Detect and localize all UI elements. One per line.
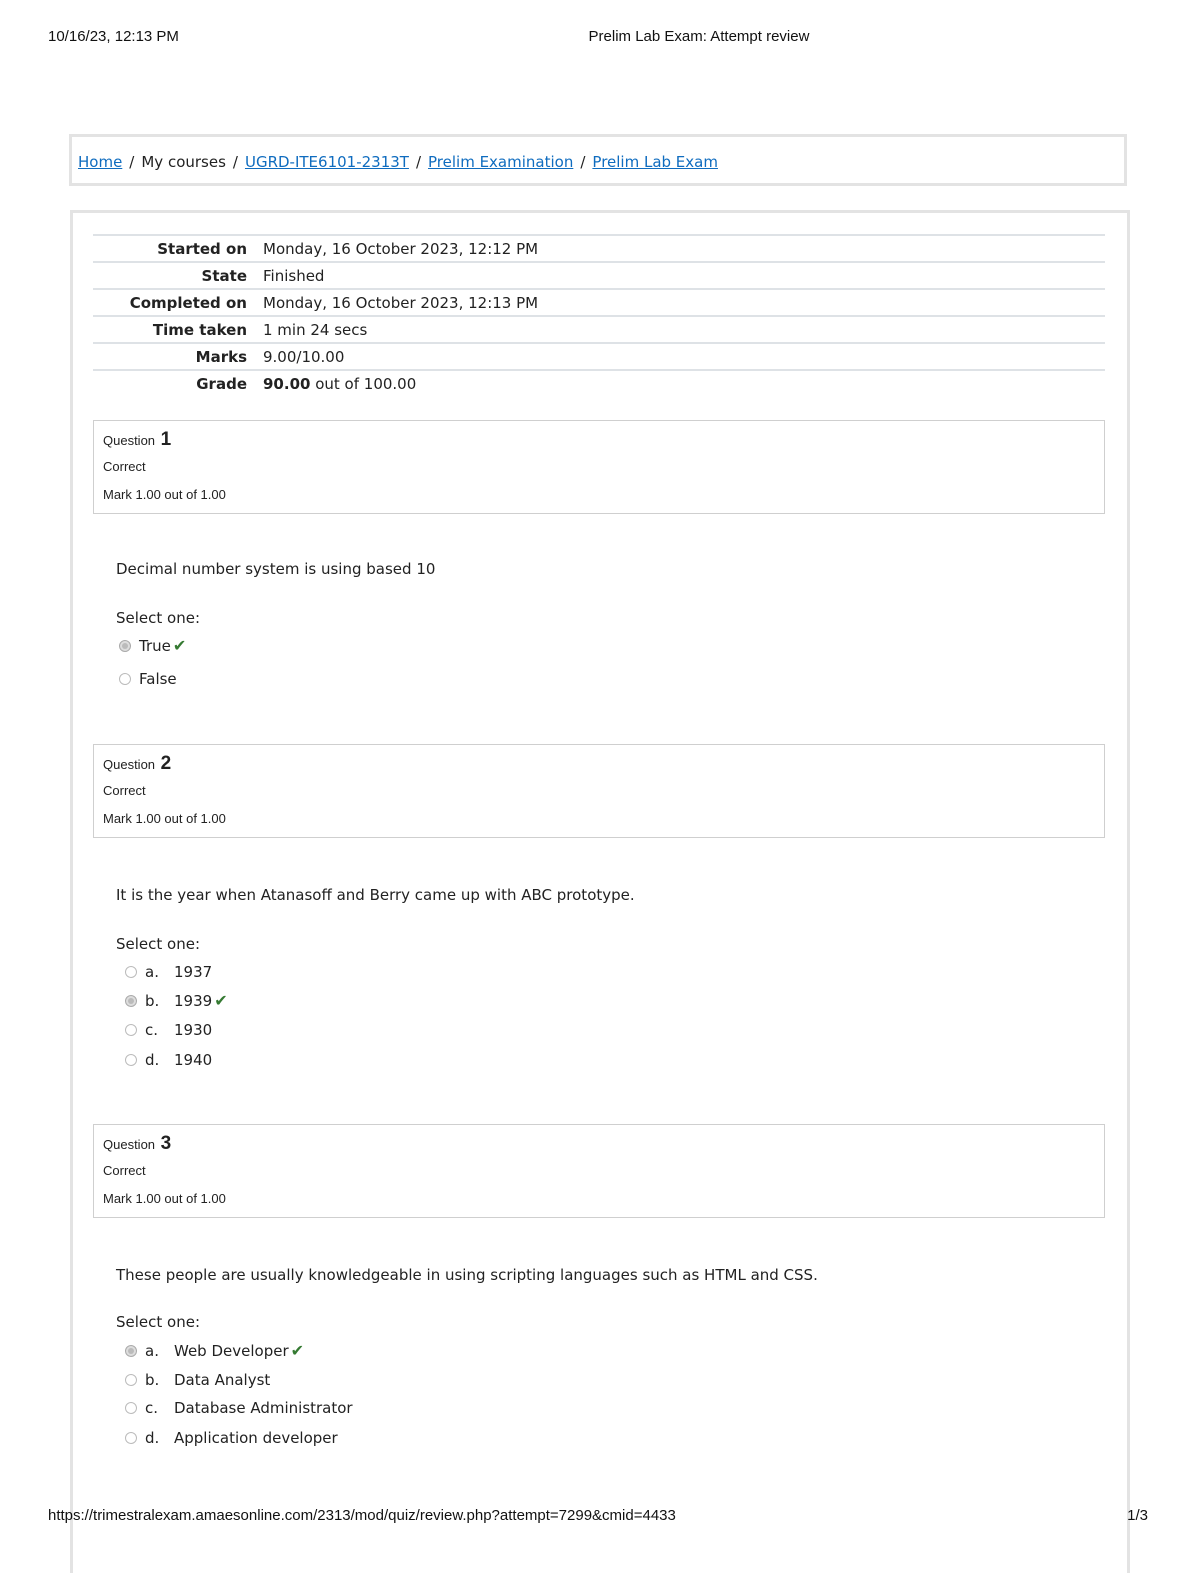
check-icon: ✔ (290, 1341, 305, 1360)
question-mark: Mark 1.00 out of 1.00 (103, 1191, 226, 1206)
radio-icon[interactable] (125, 1024, 137, 1036)
radio-icon[interactable] (125, 1402, 137, 1414)
question-info-3 (93, 1124, 1105, 1218)
summary-row-state (93, 262, 1105, 289)
answer-option-d[interactable] (125, 1051, 212, 1073)
breadcrumb-home-link[interactable]: Home (78, 153, 123, 171)
print-page-title: Prelim Lab Exam: Attempt review (588, 28, 810, 45)
summary-row-started (93, 235, 1105, 262)
summary-value: 9.00/10.00 (263, 343, 1105, 370)
summary-value (263, 370, 1105, 397)
summary-label: Started on (93, 235, 263, 262)
answer-option-a[interactable] (125, 1341, 304, 1363)
question-state: Correct (103, 783, 146, 798)
attempt-summary-table (93, 234, 1105, 397)
question-prefix: Question (103, 433, 156, 448)
radio-icon[interactable] (125, 995, 137, 1007)
question-prefix: Question (103, 757, 156, 772)
question-mark: Mark 1.00 out of 1.00 (103, 811, 226, 826)
radio-icon[interactable] (125, 1054, 137, 1066)
question-mark: Mark 1.00 out of 1.00 (103, 487, 226, 502)
breadcrumb-separator: / (232, 153, 238, 171)
print-url: https://trimestralexam.amaesonline.com/2313/mod/quiz/review.php?attempt=7299&cmid=4433 (48, 1507, 676, 1524)
answer-option-c[interactable] (125, 1021, 212, 1043)
radio-icon[interactable] (119, 673, 131, 685)
question-state: Correct (103, 1163, 146, 1178)
grade-out-of: out of 100.00 (310, 375, 417, 393)
question-number (103, 1133, 171, 1155)
breadcrumb-section-link[interactable]: Prelim Examination (428, 153, 574, 171)
question-number (103, 753, 171, 775)
answer-label: Application developer (174, 1429, 338, 1447)
radio-icon[interactable] (125, 1345, 137, 1357)
answer-label: False (139, 670, 177, 688)
summary-value: 1 min 24 secs (263, 316, 1105, 343)
answer-option-a[interactable] (125, 963, 212, 985)
answer-letter: d. (145, 1429, 160, 1447)
breadcrumb-separator: / (580, 153, 586, 171)
question-text: Decimal number system is using based 10 (116, 560, 436, 578)
breadcrumb-container (69, 134, 1127, 186)
radio-icon[interactable] (125, 1374, 137, 1386)
answer-letter: a. (145, 963, 159, 981)
question-state: Correct (103, 459, 146, 474)
summary-value: Monday, 16 October 2023, 12:13 PM (263, 289, 1105, 316)
question-number-value: 2 (160, 753, 172, 774)
summary-value: Monday, 16 October 2023, 12:12 PM (263, 235, 1105, 262)
answer-label: 1939 (174, 992, 213, 1010)
question-text: It is the year when Atanasoff and Berry came up with ABC prototype. (116, 886, 635, 904)
grade-score: 90.00 (263, 375, 311, 393)
answer-label: True (139, 637, 171, 655)
answer-letter: c. (145, 1021, 159, 1039)
answer-option-b[interactable] (125, 991, 228, 1013)
question-number-value: 3 (160, 1133, 172, 1154)
summary-label: State (93, 262, 263, 289)
summary-row-marks (93, 343, 1105, 370)
select-one-prompt: Select one: (116, 1313, 201, 1331)
answer-label: 1937 (174, 963, 213, 981)
question-prefix: Question (103, 1137, 156, 1152)
question-number-value: 1 (160, 429, 172, 450)
radio-icon[interactable] (125, 1432, 137, 1444)
radio-icon[interactable] (119, 640, 131, 652)
answer-letter: b. (145, 1371, 160, 1389)
summary-label: Grade (93, 370, 263, 397)
answer-label: Database Administrator (174, 1399, 353, 1417)
answer-option-c[interactable] (125, 1399, 353, 1421)
answer-letter: b. (145, 992, 160, 1010)
print-datetime: 10/16/23, 12:13 PM (48, 28, 179, 45)
summary-label: Marks (93, 343, 263, 370)
answer-letter: c. (145, 1399, 159, 1417)
answer-option-b[interactable] (125, 1371, 270, 1393)
breadcrumb-my-courses: My courses (141, 153, 226, 171)
answer-label: Web Developer (174, 1342, 289, 1360)
breadcrumb-course-link[interactable]: UGRD-ITE6101-2313T (244, 153, 409, 171)
check-icon: ✔ (214, 991, 228, 1010)
summary-label: Time taken (93, 316, 263, 343)
breadcrumb (78, 153, 718, 171)
check-icon: ✔ (172, 636, 187, 655)
breadcrumb-separator: / (129, 153, 135, 171)
summary-row-completed (93, 289, 1105, 316)
summary-label: Completed on (93, 289, 263, 316)
select-one-prompt: Select one: (116, 935, 201, 953)
answer-option-false[interactable] (119, 670, 177, 692)
summary-row-grade (93, 370, 1105, 397)
answer-label: Data Analyst (174, 1371, 271, 1389)
answer-letter: a. (145, 1342, 159, 1360)
print-page-number: 1/3 (1127, 1507, 1148, 1524)
question-info-2 (93, 744, 1105, 838)
breadcrumb-quiz-link[interactable]: Prelim Lab Exam (592, 153, 718, 171)
answer-letter: d. (145, 1051, 160, 1069)
question-info-1 (93, 420, 1105, 514)
question-number (103, 429, 171, 451)
summary-row-time-taken (93, 316, 1105, 343)
summary-value: Finished (263, 262, 1105, 289)
answer-option-true[interactable] (119, 636, 186, 658)
radio-icon[interactable] (125, 966, 137, 978)
answer-label: 1940 (174, 1051, 213, 1069)
select-one-prompt: Select one: (116, 609, 201, 627)
breadcrumb-separator: / (415, 153, 422, 171)
answer-option-d[interactable] (125, 1429, 338, 1451)
question-text: These people are usually knowledgeable in using scripting languages such as HTML and CSS. (116, 1266, 818, 1284)
answer-label: 1930 (174, 1021, 213, 1039)
